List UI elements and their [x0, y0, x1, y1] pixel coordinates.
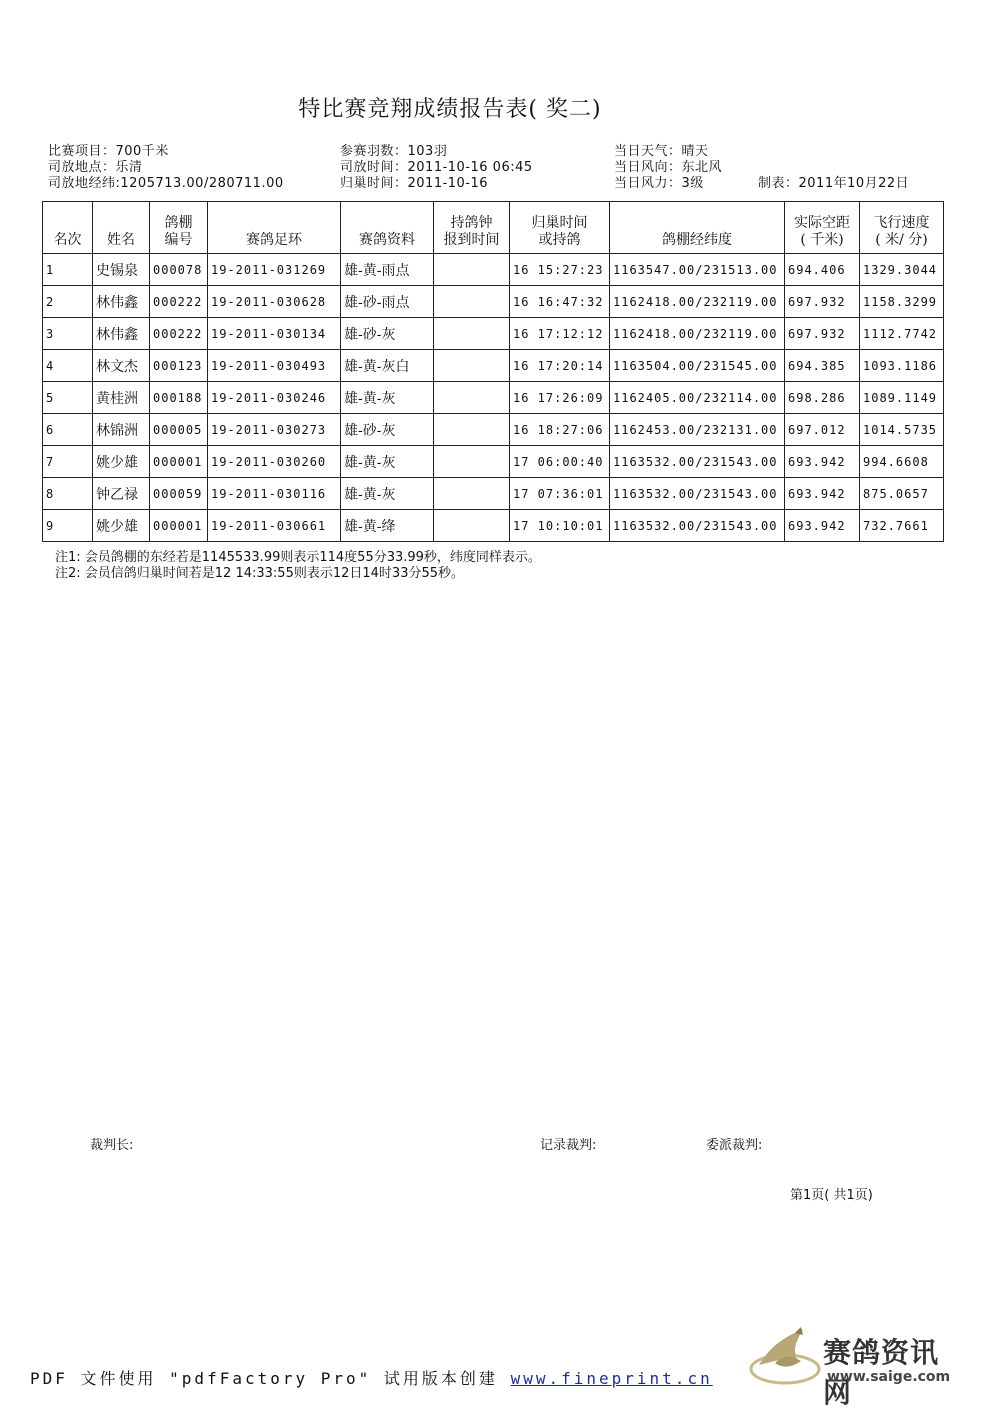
header-row: [43, 202, 944, 254]
column-header-line: 持鸽钟: [450, 215, 493, 231]
table-cell: 1112.7742: [860, 318, 944, 350]
table-cell: 2: [43, 286, 93, 318]
wind-direction: 当日风向：东北风: [614, 160, 723, 175]
table-cell: 姚少雄: [93, 446, 150, 478]
table-cell: 17 10:10:01: [510, 510, 610, 542]
table-cell: 000001: [150, 446, 208, 478]
table-body: [43, 254, 944, 542]
column-header-line: 名次: [53, 232, 82, 248]
column-header: [785, 202, 860, 254]
table-cell: 1329.3044: [860, 254, 944, 286]
column-header: [341, 202, 434, 254]
delegate-referee-label: 委派裁判:: [706, 1138, 763, 1153]
column-header-line: 赛鸽足环: [246, 232, 302, 248]
table-row: [43, 414, 944, 446]
table-cell: 1093.1186: [860, 350, 944, 382]
column-header-line: 鸽棚: [164, 215, 193, 231]
results-table: [42, 201, 944, 542]
info-right: [614, 144, 722, 192]
table-cell: 19-2011-030661: [208, 510, 341, 542]
watermark-brand: 赛鸽资讯网: [823, 1336, 940, 1409]
recorder-referee-label: 记录裁判:: [540, 1138, 597, 1153]
table-row: [43, 382, 944, 414]
table-cell: 雄-砂-雨点: [341, 286, 434, 318]
note-2: 注2: 会员信鸽归巢时间若是12 14:33:55则表示12日14时33分55秒。: [55, 566, 465, 581]
table-cell: 19-2011-030628: [208, 286, 341, 318]
table-cell: 000059: [150, 478, 208, 510]
table-cell: 000188: [150, 382, 208, 414]
return-time: 归巢时间：2011-10-16: [340, 176, 489, 191]
table-cell: 7: [43, 446, 93, 478]
table-cell: 雄-黄-灰: [341, 382, 434, 414]
column-header: [43, 202, 93, 254]
table-cell: 000123: [150, 350, 208, 382]
watermark-url: www.saige.com: [827, 1369, 951, 1385]
table-cell: 732.7661: [860, 510, 944, 542]
table-cell: 雄-黄-绛: [341, 510, 434, 542]
table-cell: 1162418.00/232119.00: [610, 318, 785, 350]
footer-link[interactable]: www.fineprint.cn: [510, 1369, 713, 1388]
info-left: [48, 144, 284, 192]
table-cell: 史锡泉: [93, 254, 150, 286]
table-cell: 697.932: [785, 286, 860, 318]
table-cell: 雄-黄-雨点: [341, 254, 434, 286]
column-header-line: 归巢时间: [531, 215, 588, 231]
column-header: [434, 202, 510, 254]
table-cell: [434, 510, 510, 542]
column-header-line: 鸽棚经纬度: [662, 232, 732, 248]
table-cell: 雄-砂-灰: [341, 318, 434, 350]
table-row: [43, 254, 944, 286]
table-cell: 19-2011-030134: [208, 318, 341, 350]
table-row: [43, 478, 944, 510]
column-header: [150, 202, 208, 254]
table-cell: 林文杰: [93, 350, 150, 382]
table-cell: 16 17:20:14: [510, 350, 610, 382]
column-header-line: 实际空距: [794, 215, 850, 231]
table-cell: 林伟鑫: [93, 318, 150, 350]
table-cell: 19-2011-030246: [208, 382, 341, 414]
table-cell: 1162405.00/232114.00: [610, 382, 785, 414]
table-cell: 1089.1149: [860, 382, 944, 414]
note-1: 注1: 会员鸽棚的东经若是1145533.99则表示114度55分33.99秒，纬度同样表示。: [55, 550, 541, 565]
table-cell: [434, 286, 510, 318]
table-cell: 黄桂洲: [93, 382, 150, 414]
column-header-line: 编号: [164, 232, 193, 248]
wind-force: 当日风力：3级: [614, 176, 704, 191]
table-cell: 16 15:27:23: [510, 254, 610, 286]
column-header: [860, 202, 944, 254]
table-cell: 19-2011-030116: [208, 478, 341, 510]
release-location: 司放地点：乐清: [48, 160, 143, 175]
table-cell: 林伟鑫: [93, 286, 150, 318]
table-cell: 16 16:47:32: [510, 286, 610, 318]
column-header: [510, 202, 610, 254]
report-title: 特比赛竞翔成绩报告表( 奖二): [298, 97, 602, 122]
column-header-line: 姓名: [107, 232, 135, 248]
table-cell: 雄-黄-灰: [341, 478, 434, 510]
table-cell: 693.942: [785, 446, 860, 478]
table-cell: 雄-黄-灰: [341, 446, 434, 478]
table-cell: 694.385: [785, 350, 860, 382]
table-cell: 1158.3299: [860, 286, 944, 318]
table-cell: [434, 382, 510, 414]
table-cell: [434, 350, 510, 382]
table-cell: 1163547.00/231513.00: [610, 254, 785, 286]
table-cell: 雄-砂-灰: [341, 414, 434, 446]
column-header-line: 或持鸽: [538, 232, 581, 248]
table-cell: [434, 414, 510, 446]
race-distance: 比赛项目：700千米: [48, 144, 169, 159]
table-cell: 19-2011-030260: [208, 446, 341, 478]
column-header: [208, 202, 341, 254]
column-header-line: 报到时间: [443, 232, 500, 248]
table-cell: 1162418.00/232119.00: [610, 286, 785, 318]
chief-referee-label: 裁判长:: [90, 1138, 134, 1153]
release-coordinates: 司放地经纬:1205713.00/280711.00: [48, 176, 284, 191]
table-cell: 1: [43, 254, 93, 286]
table-row: [43, 286, 944, 318]
column-header-line: 赛鸽资料: [359, 232, 415, 248]
table-row: [43, 446, 944, 478]
table-cell: 钟乙禄: [93, 478, 150, 510]
table-cell: [434, 478, 510, 510]
table-cell: 林锦洲: [93, 414, 150, 446]
table-cell: 雄-黄-灰白: [341, 350, 434, 382]
table-cell: 19-2011-030493: [208, 350, 341, 382]
column-header-line: ( 米/ 分): [875, 232, 928, 248]
table-cell: 1163504.00/231545.00: [610, 350, 785, 382]
table-cell: 5: [43, 382, 93, 414]
table-cell: 19-2011-031269: [208, 254, 341, 286]
table-cell: 16 17:26:09: [510, 382, 610, 414]
table-cell: 1163532.00/231543.00: [610, 446, 785, 478]
table-cell: 000222: [150, 318, 208, 350]
table-cell: 697.012: [785, 414, 860, 446]
column-header-line: ( 千米): [800, 232, 844, 248]
watermark-logo: [745, 1325, 960, 1409]
table-cell: 17 07:36:01: [510, 478, 610, 510]
info-middle: [340, 144, 533, 192]
table-cell: 4: [43, 350, 93, 382]
table-cell: 000001: [150, 510, 208, 542]
entry-count: 参赛羽数：103羽: [340, 144, 448, 159]
table-cell: 1162453.00/232131.00: [610, 414, 785, 446]
table-cell: 16 17:12:12: [510, 318, 610, 350]
table-cell: 694.406: [785, 254, 860, 286]
table-cell: 3: [43, 318, 93, 350]
table-cell: 6: [43, 414, 93, 446]
pdf-footer: [30, 1366, 713, 1389]
table-cell: 000005: [150, 414, 208, 446]
table-cell: 875.0657: [860, 478, 944, 510]
page-number: 第1页( 共1页): [790, 1188, 873, 1203]
footer-text: PDF 文件使用 "pdfFactory Pro" 试用版本创建: [30, 1369, 498, 1388]
table-cell: 693.942: [785, 510, 860, 542]
table-row: [43, 350, 944, 382]
pigeon-logo-icon: [745, 1325, 825, 1391]
weather: 当日天气：晴天: [614, 144, 709, 159]
table-cell: 1014.5735: [860, 414, 944, 446]
table-row: [43, 510, 944, 542]
table-cell: 16 18:27:06: [510, 414, 610, 446]
table-cell: [434, 254, 510, 286]
column-header-line: 飞行速度: [873, 215, 930, 231]
release-time: 司放时间：2011-10-16 06:45: [340, 160, 533, 175]
notes: [55, 550, 541, 582]
table-cell: 1163532.00/231543.00: [610, 510, 785, 542]
table-cell: 000222: [150, 286, 208, 318]
table-cell: 17 06:00:40: [510, 446, 610, 478]
table-cell: 19-2011-030273: [208, 414, 341, 446]
table-cell: 8: [43, 478, 93, 510]
table-cell: 697.932: [785, 318, 860, 350]
table-cell: [434, 318, 510, 350]
table-cell: 698.286: [785, 382, 860, 414]
table-cell: 9: [43, 510, 93, 542]
table-cell: 姚少雄: [93, 510, 150, 542]
table-cell: 1163532.00/231543.00: [610, 478, 785, 510]
table-cell: [434, 446, 510, 478]
table-cell: 000078: [150, 254, 208, 286]
column-header: [610, 202, 785, 254]
table-row: [43, 318, 944, 350]
table-cell: 693.942: [785, 478, 860, 510]
column-header: [93, 202, 150, 254]
made-date: [758, 176, 909, 192]
made-date-text: 制表：2011年10月22日: [758, 176, 910, 191]
table-cell: 994.6608: [860, 446, 944, 478]
